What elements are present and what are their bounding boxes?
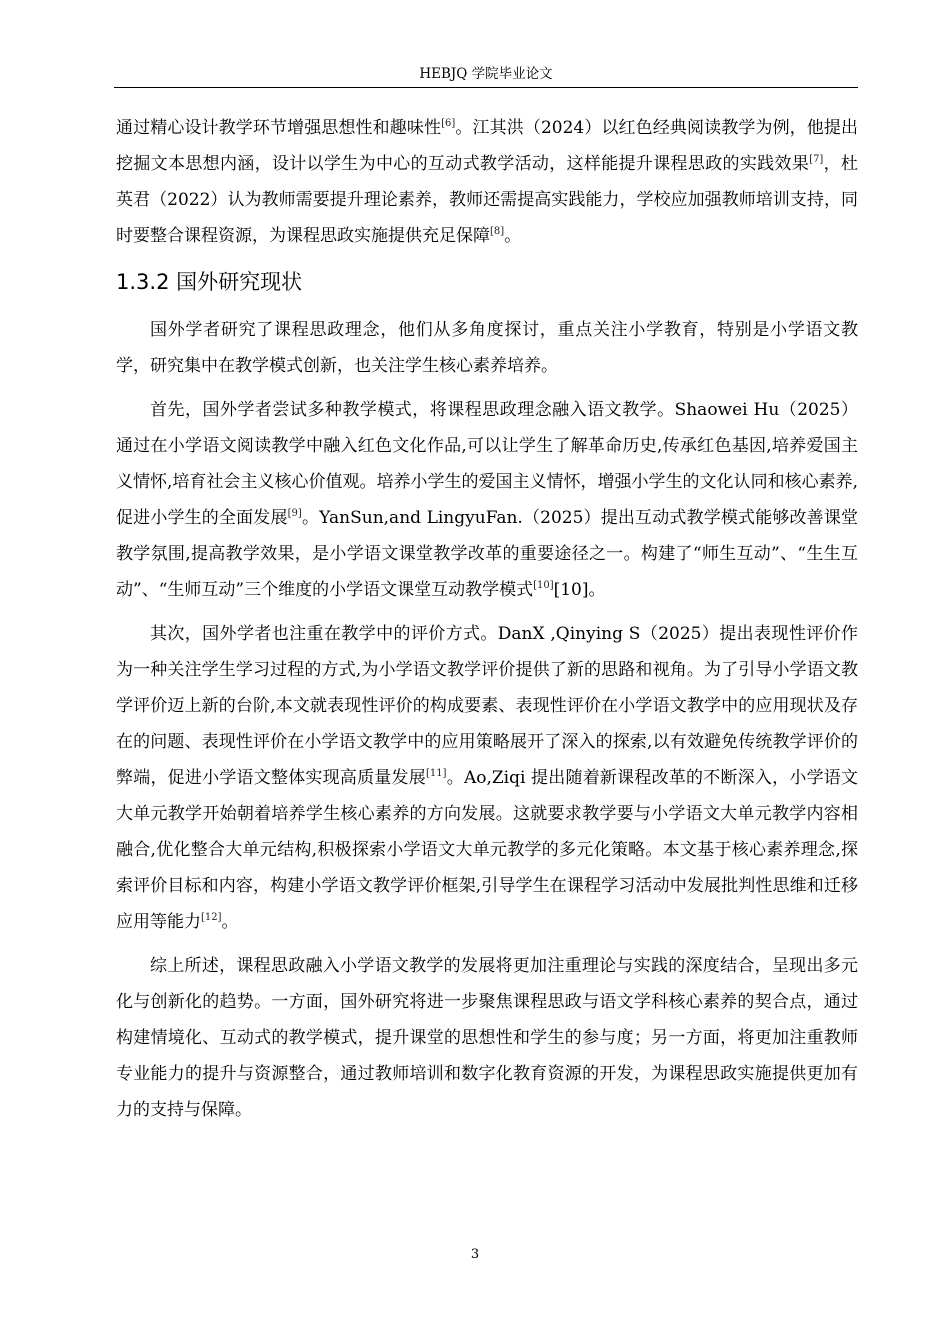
page-number: 3 [470, 1247, 480, 1262]
running-header: HEBJQ 学院毕业论文 [419, 66, 553, 82]
text: 。Ao,Ziqi 提出随着新课程改革的不断深入，小学语文大单元教学开始朝着培养学生核心素养的方向发展。这就要求教学要与小学语文大单元教学内容相融合,优化整合大单元结构,积极探索小学语文大单元教学的多元化策略。本文基于核心素养理念,探索评价目标和内容，构建小学语文教学评价框架,引导学生在课程学习活动中发展批判性思维和迁移应用等能力 [116, 768, 859, 932]
citation-ref: [12] [201, 912, 222, 923]
paragraph-5: 综上所述，课程思政融入小学语文教学的发展将更加注重理论与实践的深度结合，呈现出多元化与创新化的趋势。一方面，国外研究将进一步聚焦课程思政与语文学科核心素养的契合点，通过构建情境化、互动式的教学模式，提升课堂的思想性和学生的参与度；另一方面，将更加注重教师专业能力的提升与资源整合，通过教师培训和数字化教育资源的开发，为课程思政实施提供更加有力的支持与保障。 [116, 956, 858, 1120]
citation-ref: [11] [425, 768, 447, 779]
text: 通过精心设计教学环节增强思想性和趣味性 [116, 118, 442, 138]
paragraph-4 [116, 616, 858, 940]
text: ，杜英君（2022）认为教师需要提升理论素养，教师还需提高实践能力，学校应加强教师培训支持，同时要整合课程资源，为课程思政实施提供充足保障 [116, 154, 859, 246]
citation-ref: [7] [809, 154, 824, 165]
text: 其次，国外学者也注重在教学中的评价方式。DanX ,Qinying S（2025）提出表现性评价作为一种关注学生学习过程的方式,为小学语文教学评价提供了新的思路和视角。为了引导小学语文教学评价迈上新的台阶,本文就表现性评价的构成要素、表现性评价在小学语文教学中的应用现状及存在的问题、表现性评价在小学语文教学中的应用策略展开了深入的探索,以有效避免传统教学评价的弊端，促进小学语文整体实现高质量发展 [116, 624, 858, 788]
citation-ref: [9] [287, 508, 302, 519]
paragraph-1 [116, 110, 858, 254]
header-rule [114, 87, 858, 88]
section-heading: 1.3.2 国外研究现状 [116, 270, 303, 294]
citation-ref: [8] [490, 226, 505, 237]
page-body [116, 110, 858, 1128]
citation-ref: [6] [441, 118, 456, 129]
text: 。YanSun,and LingyuFan.（2025）提出互动式教学模式能够改善课堂教学氛围,提高教学效果，是小学语文课堂教学改革的重要途径之一。构建了“师生互动”、“生生互动”、“生师互动”三个维度的小学语文课堂互动教学模式 [116, 508, 859, 600]
text: 。 [221, 912, 239, 932]
text: 。 [504, 226, 522, 246]
paragraph-2: 国外学者研究了课程思政理念，他们从多角度探讨，重点关注小学教育，特别是小学语文教学，研究集中在教学模式创新，也关注学生核心素养培养。 [116, 320, 858, 376]
text: [10]。 [553, 580, 606, 600]
paragraph-3 [116, 392, 858, 608]
citation-ref: [10] [533, 580, 554, 591]
text: 。江其洪（2024）以红色经典阅读教学为例，他提出挖掘文本思想内涵，设计以学生为中心的互动式教学活动，这样能提升课程思政的实践效果 [116, 118, 859, 174]
text: 首先，国外学者尝试多种教学模式，将课程思政理念融入语文教学。Shaowei Hu（2025）通过在小学语文阅读教学中融入红色文化作品,可以让学生了解革命历史,传承红色基因,培养爱国主义情怀,培育社会主义核心价值观。培养小学生的爱国主义情怀，增强小学生的文化认同和核心素养,促进小学生的全面发展 [116, 400, 858, 528]
